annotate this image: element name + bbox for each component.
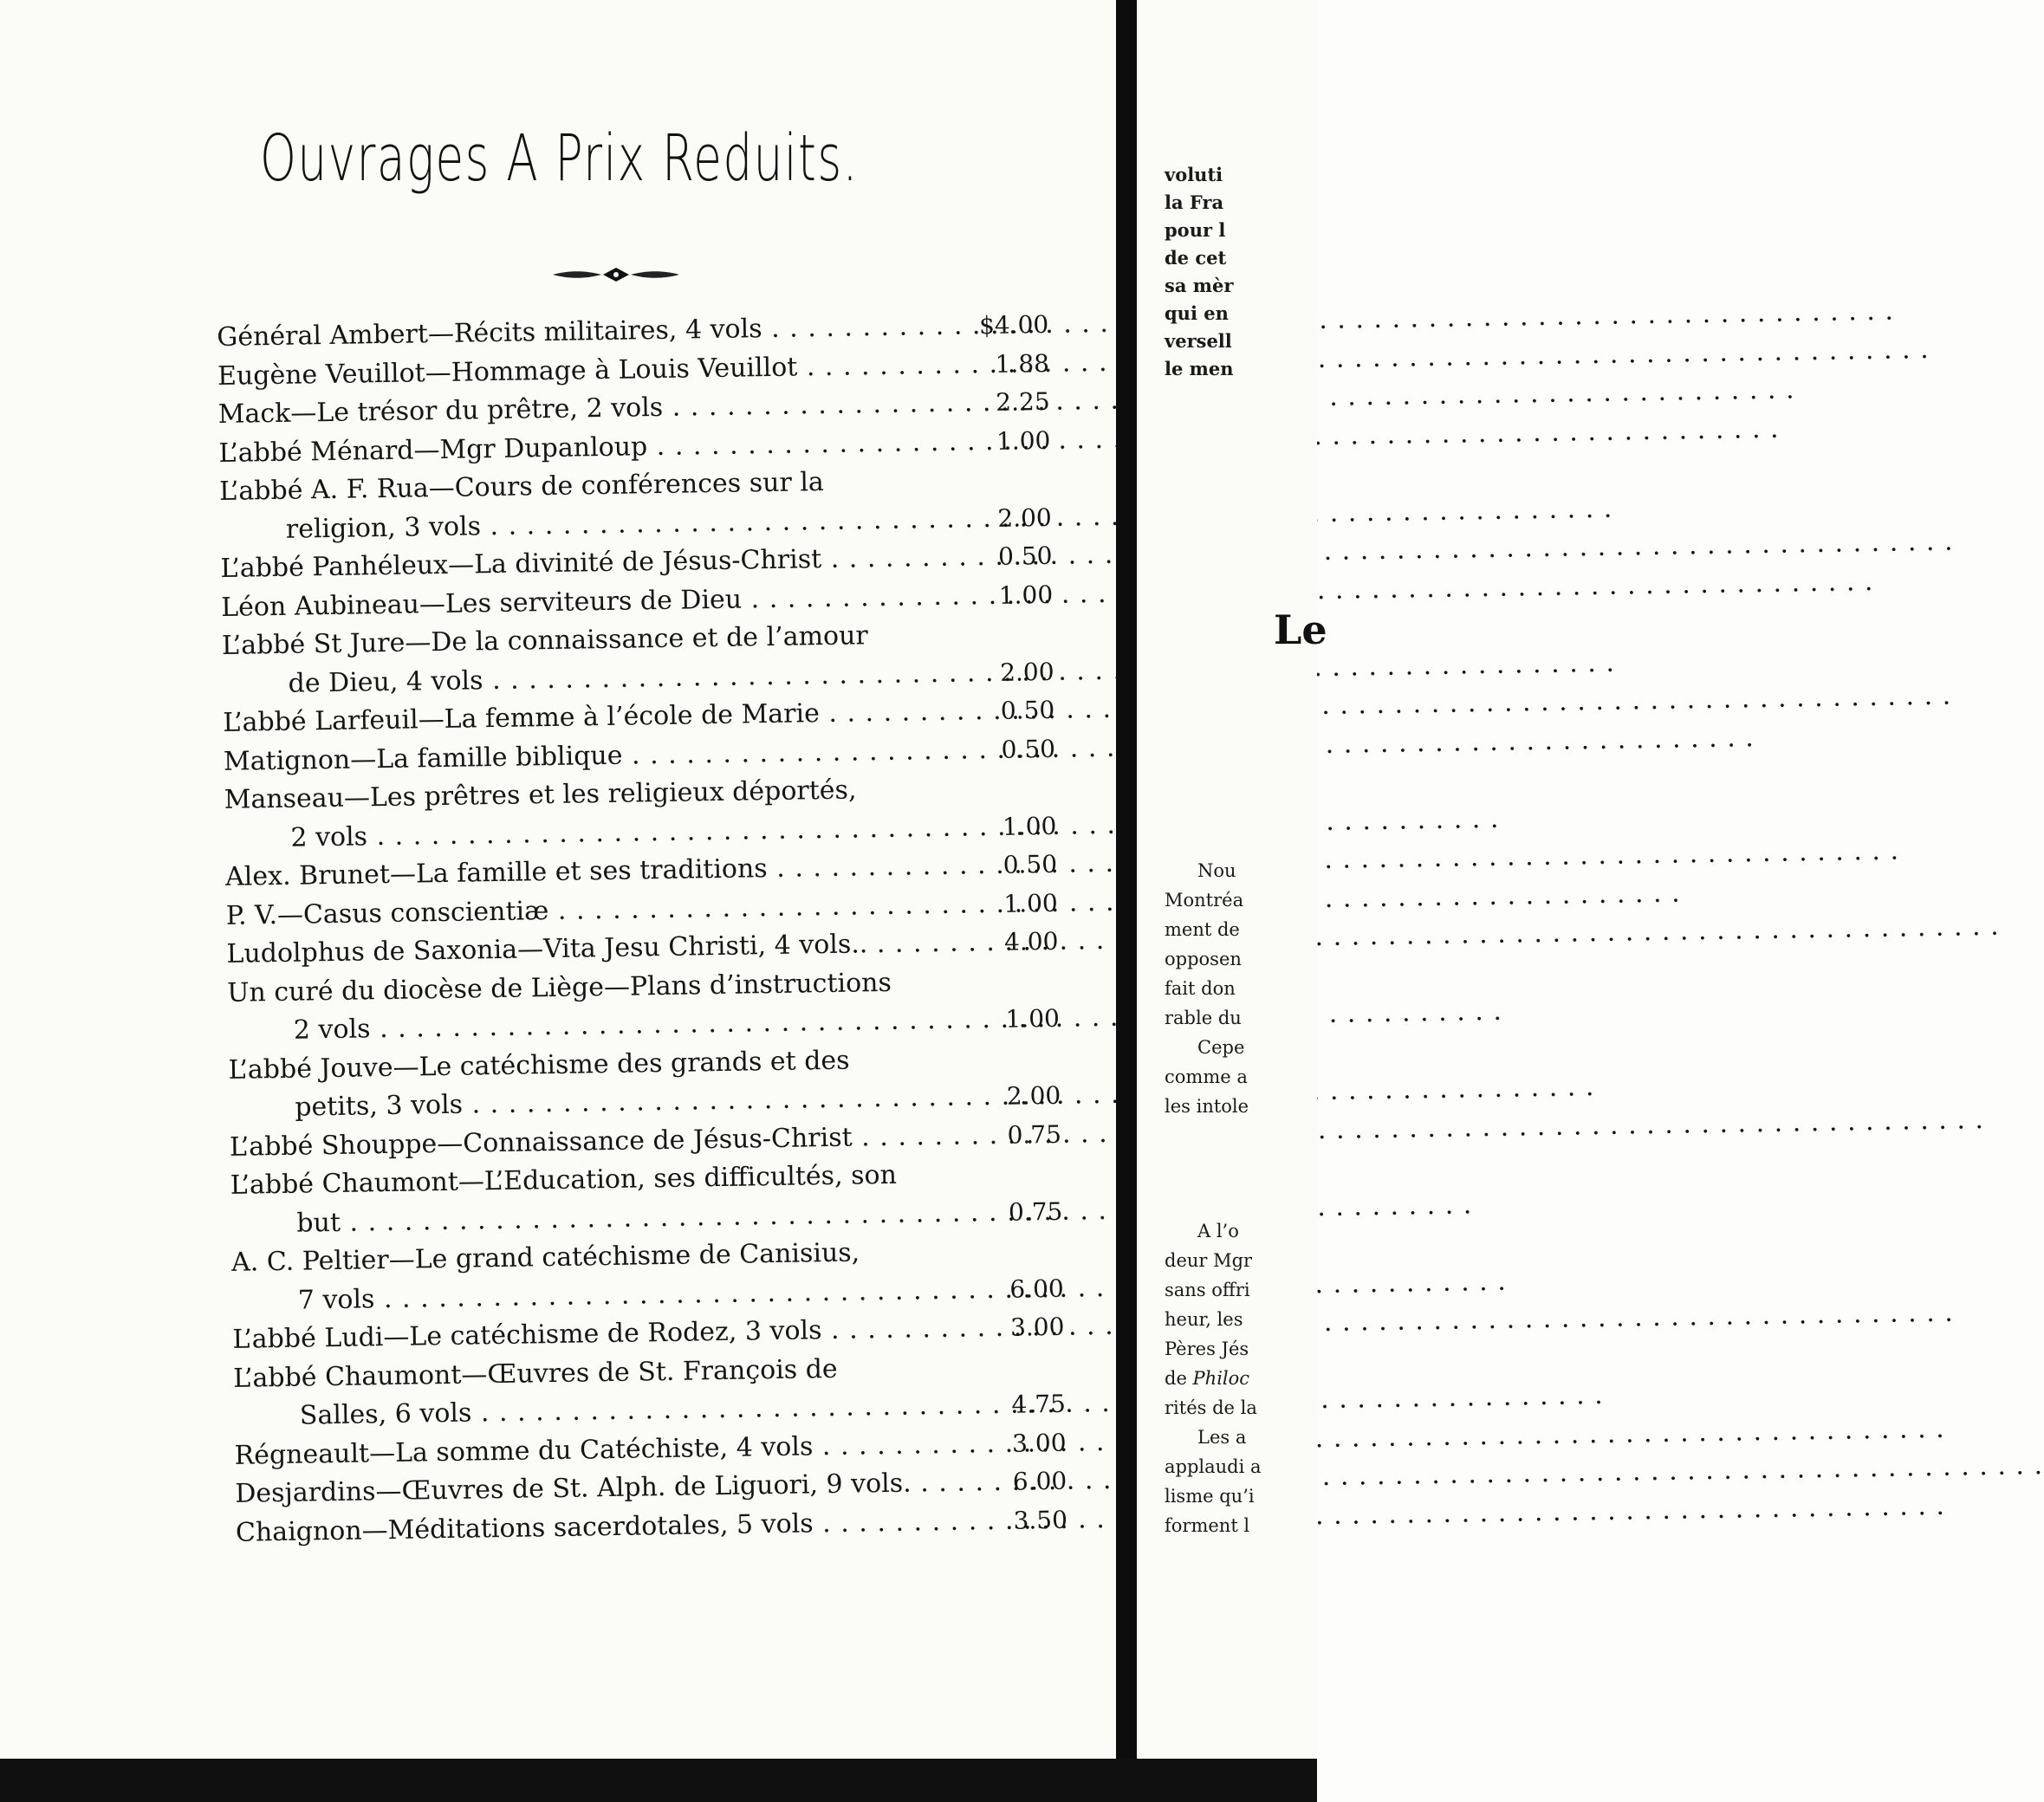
entry-price: 0.50 — [997, 541, 1053, 571]
right-page-heading: Le — [1274, 606, 1327, 653]
entry-price: 2.00 — [997, 502, 1052, 533]
right-page-line: comme a — [1165, 1066, 1248, 1087]
entry-price: 3.00 — [1011, 1428, 1067, 1458]
right-page-line: heur, les — [1165, 1309, 1243, 1330]
list-item — [219, 460, 1052, 550]
entry-title: L’abbé A. F. Rua—Cours de conférences sur la — [218, 467, 825, 507]
entry-price: 0.50 — [1003, 849, 1058, 879]
right-page-line: opposen — [1165, 949, 1242, 969]
right-page-line: Pères Jés — [1165, 1339, 1249, 1359]
book-list — [217, 306, 1067, 1552]
ornament-icon — [551, 265, 681, 284]
entry-price: 0.50 — [1000, 695, 1055, 725]
entry-price: 4.00 — [1003, 926, 1059, 956]
entry-price: 1.00 — [1003, 888, 1058, 918]
entry-title: Eugène Veuillot—Hommage à Louis Veuillot . . . — [217, 346, 946, 396]
right-page-line: Nou — [1197, 860, 1236, 881]
entry-title-continued: 2 vols . . . — [294, 1001, 957, 1050]
entry-title-continued: petits, 3 vols . . . — [295, 1079, 957, 1127]
right-page-line: la Fra — [1165, 191, 1224, 213]
entry-price: 1.00 — [1002, 811, 1057, 841]
list-item — [227, 961, 1060, 1051]
right-page-line: de Philoc — [1165, 1368, 1250, 1389]
right-page-line: fait don — [1165, 978, 1236, 999]
entry-title: Léon Aubineau—Les serviteurs de Dieu . . . — [221, 577, 950, 627]
right-page-line: pour l — [1165, 219, 1226, 241]
entry-title: A. C. Peltier—Le grand catéchisme de Canisius, — [230, 1237, 860, 1278]
entry-title: Mack—Le trésor du prêtre, 2 vols . . . — [217, 385, 946, 435]
list-item — [231, 1231, 1064, 1321]
right-page-line: deur Mgr — [1165, 1250, 1253, 1271]
page-title: Ouvrages A Prix Reduits. — [260, 121, 859, 196]
right-page-line: de cet — [1165, 247, 1227, 269]
right-page-line: ment de — [1165, 919, 1240, 940]
list-item — [224, 768, 1056, 859]
entry-title: L’abbé Jouve—Le catéchisme des grands et des — [228, 1045, 850, 1086]
entry-title: Desjardins—Œuvres de St. Alph. de Liguori, 9 vols. . . . — [235, 1464, 964, 1514]
right-page-line: voluti — [1165, 164, 1223, 185]
list-item — [230, 1154, 1062, 1244]
right-page — [1137, 0, 1317, 1759]
entry-title: Chaignon—Méditations sacerdotales, 5 vols . . . — [236, 1502, 964, 1552]
entry-title: Matignon—La famille biblique . . . — [224, 731, 952, 781]
right-page-line: Cepe — [1197, 1037, 1245, 1058]
right-page-line: rités de la — [1165, 1397, 1257, 1418]
right-page-line: sa mèr — [1165, 275, 1234, 296]
scan-border — [0, 1759, 1317, 1802]
right-page-line: applaudi a — [1165, 1456, 1262, 1477]
entry-price: 1.00 — [1005, 1003, 1061, 1034]
right-page-line: forment l — [1165, 1515, 1250, 1536]
entry-title: L’abbé Ludi—Le catéchisme de Rodez, 3 vols . . . — [232, 1310, 961, 1360]
entry-price: $4.00 — [978, 309, 1049, 340]
entry-title: Ludolphus de Saxonia—Vita Jesu Christi, 4 vols.. . . . — [226, 924, 955, 975]
entry-title-continued: 2 vols . . . — [290, 808, 953, 857]
entry-title-continued: religion, 3 vols . . . — [285, 500, 948, 548]
entry-title-continued: 7 vols . . . — [297, 1271, 960, 1319]
entry-price: 6.00 — [1009, 1274, 1064, 1304]
entry-title: Un curé du diocèse de Liège—Plans d’instructions — [226, 967, 892, 1008]
entry-title: L’abbé Chaumont—Œuvres de St. François de — [232, 1353, 838, 1394]
entry-price: 1.88 — [995, 348, 1050, 379]
entry-title: L’abbé Ménard—Mgr Dupanloup . . . — [218, 423, 947, 473]
right-page-line: qui en — [1165, 302, 1229, 324]
right-page-line: les intole — [1165, 1096, 1249, 1117]
entry-title-continued: but . . . — [296, 1194, 959, 1242]
right-page-line: rable du — [1165, 1008, 1242, 1028]
entry-price: 0.75 — [1007, 1119, 1062, 1150]
entry-price: 1.00 — [996, 425, 1051, 456]
right-page-line: Montréa — [1165, 890, 1244, 911]
entry-price: 3.00 — [1009, 1312, 1065, 1342]
right-page-line: versell — [1165, 330, 1232, 352]
entry-price: 1.00 — [998, 580, 1054, 610]
entry-price: 6.00 — [1012, 1466, 1067, 1496]
entry-price: 0.50 — [1001, 734, 1056, 764]
entry-price: 4.75 — [1011, 1389, 1067, 1419]
right-page-line: le men — [1165, 358, 1234, 379]
entry-title-continued: de Dieu, 4 vols . . . — [288, 654, 951, 703]
entry-price: 2.00 — [999, 657, 1054, 687]
entry-title-continued: Salles, 6 vols . . . — [300, 1387, 963, 1436]
entry-title: L’abbé Panhéleux—La divinité de Jésus-Christ . . . — [220, 539, 949, 589]
list-item — [228, 1038, 1061, 1128]
page-gutter — [1116, 0, 1137, 1802]
entry-price: 3.50 — [1013, 1505, 1068, 1535]
entry-title: L’abbé Shouppe—Connaissance de Jésus-Christ . . . — [230, 1117, 958, 1167]
right-page-line: sans offri — [1165, 1280, 1250, 1300]
entry-price: 0.75 — [1008, 1196, 1063, 1227]
entry-title: L’abbé Larfeuil—La femme à l’école de Marie . . . — [223, 693, 951, 743]
entry-title: P. V.—Casus conscientiæ . . . — [225, 885, 954, 936]
entry-title: L’abbé St Jure—De la connaissance et de l’amour — [221, 620, 869, 661]
list-item — [233, 1346, 1066, 1436]
entry-price: 2.00 — [1006, 1080, 1061, 1111]
entry-title: Manseau—Les prêtres et les religieux déportés, — [224, 775, 857, 815]
right-page-line: Les a — [1197, 1427, 1247, 1448]
entry-title: Alex. Brunet—La famille et ses traditions . . . — [225, 847, 954, 898]
entry-price: 2.25 — [996, 386, 1050, 417]
right-page-line: lisme qu’i — [1165, 1486, 1255, 1507]
right-page-line: A l’o — [1197, 1221, 1239, 1241]
entry-title: L’abbé Chaumont—L’Education, ses difficultés, son — [230, 1159, 898, 1201]
entry-title: Régneault—La somme du Catéchiste, 4 vols . . . — [234, 1425, 963, 1475]
list-item — [222, 614, 1054, 704]
entry-title: Général Ambert—Récits militaires, 4 vols . . . — [217, 308, 945, 358]
